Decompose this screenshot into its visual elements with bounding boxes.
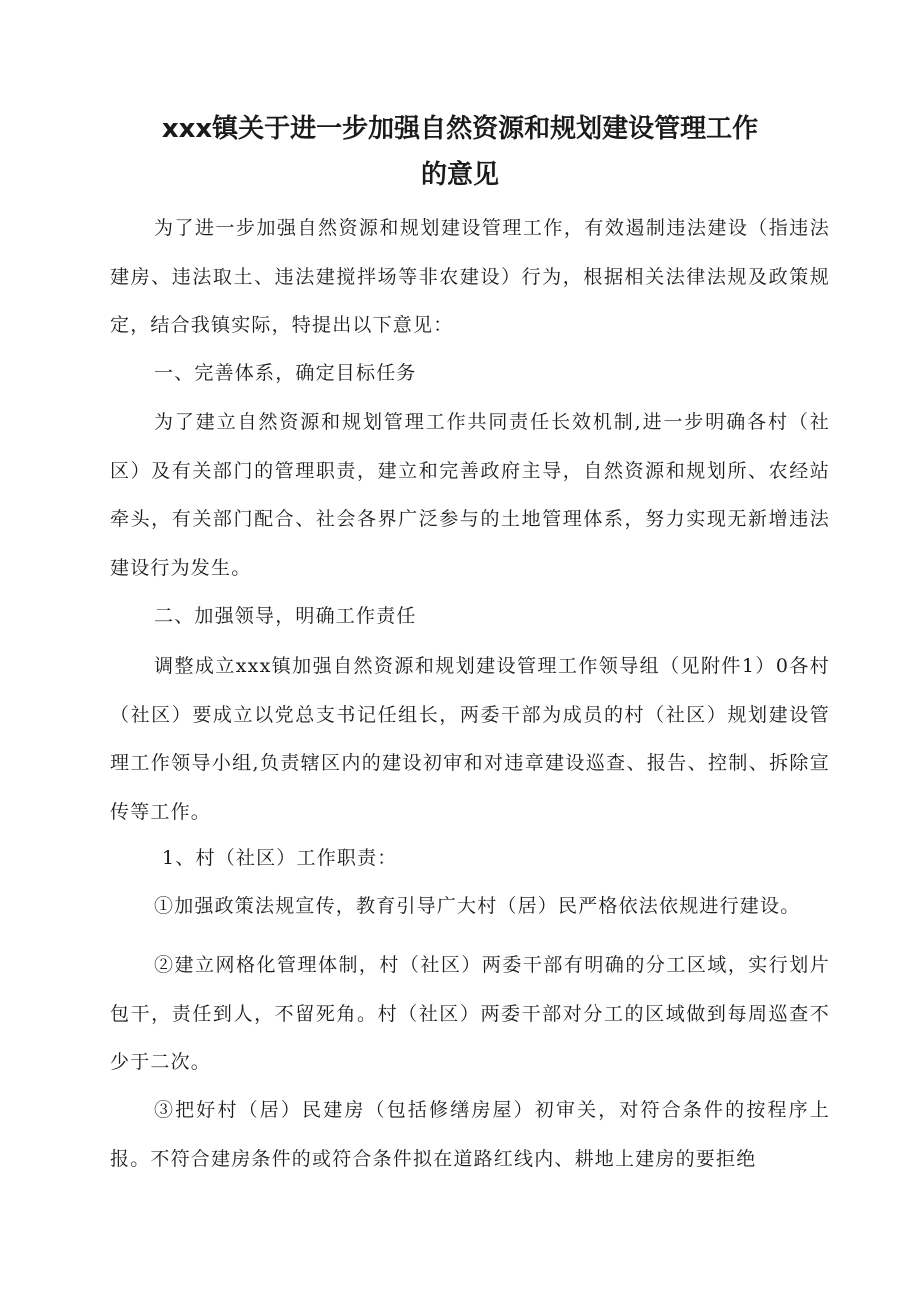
duty-item-1: ①加强政策法规宣传，教育引导广大村（居）民严格依法依规进行建设。: [154, 895, 801, 917]
section-1-paragraph: 为了建立自然资源和规划管理工作共同责任长效机制,进一步明确各村（社区）及有关部门的管理职责，建立和完善政府主导，自然资源和规划所、农经站牵头，有关部门配合、社会各界广泛参与的土地管理体系，努力实现无新增违法建设行为发生。: [110, 411, 830, 579]
document-title-line-2: 的意见: [420, 160, 499, 190]
intro-paragraph: 为了进一步加强自然资源和规划建设管理工作，有效遏制违法建设（指违法建房、违法取土、违法建搅拌场等非农建设）行为，根据相关法律法规及政策规定，结合我镇实际，特提出以下意见：: [110, 217, 830, 336]
section-1-heading: 一、完善体系，确定目标任务: [154, 362, 417, 384]
duty-item-3: ③把好村（居）民建房（包括修缮房屋）初审关，对符合条件的按程序上报。不符合建房条件的或符合条件拟在道路红线内、耕地上建房的要拒绝: [110, 1099, 830, 1170]
duty-item-2: ②建立网格化管理体制，村（社区）两委干部有明确的分工区域，实行划片包干，责任到人，不留死角。村（社区）两委干部对分工的区域做到每周巡查不少于二次。: [110, 954, 830, 1073]
section-2-heading: 二、加强领导，明确工作责任: [154, 605, 417, 627]
section-2-paragraph: 调整成立xxx镇加强自然资源和规划建设管理工作领导组（见附件1）0各村（社区）要成立以党总支书记任组长，两委干部为成员的村（社区）规划建设管理工作领导小组,负责辖区内的建设初审和对违章建设巡查、报告、控制、拆除宣传等工作。: [110, 655, 830, 823]
document-title-line-1: xxx镇关于进一步加强自然资源和规划建设管理工作: [161, 114, 759, 144]
subsection-1-heading: 1、村（社区）工作职责：: [162, 847, 398, 869]
